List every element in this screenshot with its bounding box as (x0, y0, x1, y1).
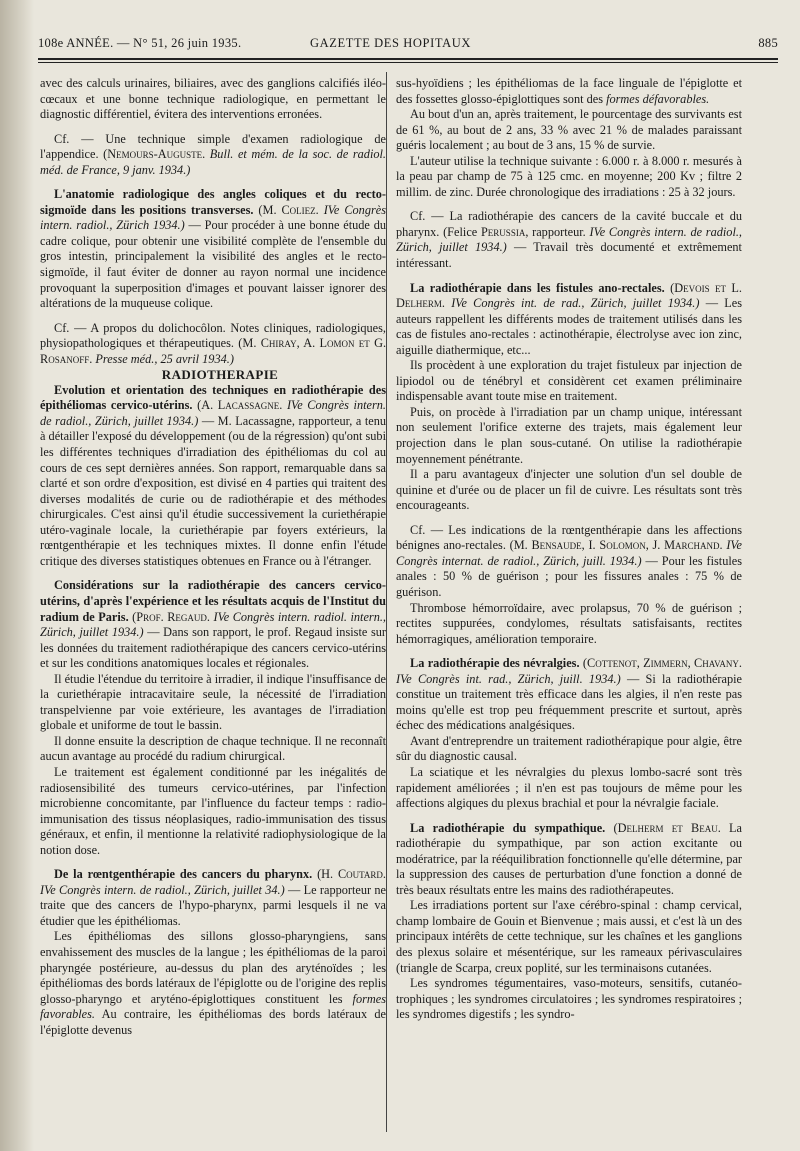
paragraph: Le traitement est également conditionné par les inégalités de radiosensibilité des tumeurs cervico-utérines, par l'infection microbienne concomitante, par l'influence du facteur temps : radio-immunisation des tissus néoplasiques, radio-immunisation des tissus généraux, et enfin, il mentionne la relativité radiophysiologique de la notion dose. (40, 764, 386, 857)
paragraph: Cf. — La radiothérapie des cancers de la cavité buccale et du pharynx. (Felice Perussia, rapporteur. IVe Congrès intern. de radiol., Zürich, juillet 1934.) — Travail très documenté et extrêmement intéressant. (396, 209, 743, 271)
citation: IVe Congrès intern. de radiol., Zürich, juillet 34.) (40, 882, 285, 897)
page-spine-shadow (0, 0, 34, 1151)
article-title: De la rœntgenthérapie des cancers du pharynx. (54, 867, 313, 882)
article-abstract: Considérations sur la radiothérapie des cancers cervico-utérins, d'après l'expérience et les résultats acquis de l'Institut du radium de Paris. (Prof. Regaud. IVe Congrès intern. radiol. intern., Zürich, juillet 1934.) — Dans son rapport, le prof. Regaud insiste sur les données du traitement radiothérapique des cancers cervico-utérins et sur les conditions anatomiques locales et régionales. (40, 578, 386, 671)
author: (H. Coutard. (317, 867, 387, 882)
author: (Nemours-Auguste. (103, 147, 206, 162)
article-title: La radiothérapie du sympathique. (410, 820, 606, 835)
author: Perussia, (480, 224, 529, 239)
paragraph: Puis, on procède à l'irradiation par un champ unique, intéressant non seulement l'orifice externe des trajets, mais également leur projection dans le plan sous-cutané. On utilise la radiothérapie moyennement pénétrante. (396, 404, 742, 466)
header-rule-thin (38, 62, 778, 63)
paragraph: Cf. — Les indications de la rœntgenthérapie dans les affections bénignes ano-rectales. (M. Bensaude, I. Solomon, J. Marchand. IVe Congrès internat. de radiol., Zürich, juill. 1934.) — Pour les fistules anales : 50 % de guérison ; pour les fissures anales : 75 % de guérison. (396, 522, 743, 599)
citation: IVe Congrès intern. radiol. intern., Zürich, juillet 1934.) (40, 609, 386, 640)
paragraph: Avant d'entreprendre un traitement radiothérapique pour algie, être sûr du diagnostic causal. (396, 733, 742, 764)
paragraph: Thrombose hémorroïdaire, avec prolapsus, 70 % de guérison ; rectites suppurées, condylomes, résultats satisfaisants, rectites hémorragiques, amélioration temporaire. (396, 600, 742, 646)
article-abstract: La radiothérapie du sympathique. (Delherm et Beau. La radiothérapie du sympathique, par son action excitante ou modératrice, par la rééquilibration fonctionnelle qu'elle détermine, par la suppression des causes de perturbation d'une fonction a donné de très beaux résultats entre les mains des radiothérapeutes. (396, 820, 743, 897)
header-rule-thick (38, 58, 778, 60)
paragraph: La sciatique et les névralgies du plexus lombo-sacré sont très rapidement améliorées ; il n'en est pas toujours de même pour les affections algiques du plexus brachial et pour la névralgie faciale. (396, 764, 742, 811)
article-title: La radiothérapie des névralgies. (410, 656, 580, 671)
paragraph: Il a paru avantageux d'injecter une solution d'un sel double de quinine et d'urée ou de placer un fil de cuivre. Les résultats sont très encourageants. (396, 467, 742, 513)
article-title: L'anatomie radiologique des angles coliques et du recto-sigmoïde dans les positions transverses. (40, 187, 386, 217)
paragraph: L'auteur utilise la technique suivante : 6.000 r. à 8.000 r. mesurés à la peau par champ de 75 à 125 cmc. en moyenne; 200 Kv ; filtre 2 millim. de zinc. Durée chronologique des irradiations : 25 à 32 jours. (396, 153, 742, 199)
author: Chiray, A. Lomon et G. Rosanoff. (40, 336, 387, 366)
citation: IVe Congrès intern. de radiol., Zürich, juillet 1934.) (396, 224, 743, 255)
cf-label: Cf. (410, 522, 426, 537)
citation: Bull. et mém. de la soc. de radiol. méd. de France, 9 janv. 1934.) (40, 147, 387, 177)
cf-label: Cf. (54, 131, 70, 146)
citation: IVe Congrès intern. radiol., Zürich 1934.) (40, 202, 387, 233)
article-title: La radiothérapie dans les fistules ano-rectales. (410, 280, 665, 295)
article-title: Considérations sur la radiothérapie des cancers cervico-utérins, d'après l'expérience et les résultats acquis de l'Institut du radium de Paris. (40, 578, 386, 624)
paragraph: Les irradiations portent sur l'axe cérébro-spinal : champ cervical, champ lombaire de Gouin et Bienvenue ; mais aussi, et c'est là un des principaux intérêts de cette technique, sur les chaînes et les ganglions des plexus solaire et mésentérique, sur les rameaux périvasculaires (triangle de Scarpa, creux poplité, sur les terminaisons cutanées. (396, 898, 742, 975)
journal-title: GAZETTE DES HOPITAUX (310, 36, 471, 50)
article-abstract: Evolution et orientation des techniques en radiothérapie des épithéliomas cervico-utérins. (A. Lacassagne. IVe Congrès intern. de radiol., Zürich, juillet 1934.) — M. Lacassagne, rapporteur, a tenu à détailler l'exposé du développement (ou de la régression) qu'ont subi les différentes techniques d'irradiation des épithéliomas du col au cours de ces sept dernières années. Son rapport, remarquable dans sa clarté et son ordre d'exposition, est divisé en 4 parties qui traitent des diverses modalités de curie ou de radiothérapie et des méthodes chirurgicales. C'est ainsi qu'il étudie successivement la curiethérapie utéro-vaginale locale, la curiethérapie par foyers extérieurs, la rœntgenthérapie et les techniques mixtes. Il donne enfin l'étude critique des diverses statistiques obtenues en France ou à l'étranger. (40, 382, 387, 568)
article-abstract: L'anatomie radiologique des angles coliques et du recto-sigmoïde dans les positions transverses. (M. Coliez. IVe Congrès intern. radiol., Zürich 1934.) — Pour procéder à une bonne étude du cadre colique, pour obtenir une visibilité complète de l'ensemble du gros intestin, principalement la visibilité des angles et le recto-sigmoïde, il faut éviter de donner au rayon normal une incidence provoquant la superposition d'images et pouvant laisser ignorer des altérations de la muqueuse colique. (40, 187, 387, 311)
citation: IVe Congrès intern. de radiol., Zürich, juillet 1934.) (40, 398, 386, 428)
page-number: 885 (758, 36, 778, 50)
author: (Prof. Regaud. (132, 609, 210, 624)
article-abstract: La radiothérapie des névralgies. (Cottenot, Zimmern, Chavany. IVe Congrès int. rad., Zürich, juill. 1934.) — Si la radiothérapie constitue un traitement très efficace dans les algies, il n'en reste pas moins qu'elle est trop peu fréquemment prescrite et surtout, après échec des médications analgésiques. (396, 656, 743, 733)
paragraph: Au bout d'un an, après traitement, le pourcentage des survivants est de 61 %, au bout de 2 ans, 33 % avec 21 % de malades paraissant guéris localement ; au bout de 3 ans, 15 % de survie. (396, 107, 742, 153)
paragraph: Cf. — Une technique simple d'examen radiologique de l'appendice. (Nemours-Auguste. Bull. et mém. de la soc. de radiol. méd. de France, 9 janv. 1934.) (40, 131, 387, 177)
column-divider (386, 72, 387, 1132)
cf-label: Cf. (410, 209, 426, 224)
citation: IVe Congrès internat. de radiol., Zürich, juill. 1934.) (396, 538, 743, 568)
author: Bensaude, I. Solomon, J. Marchand. (531, 538, 723, 553)
paragraph: Ils procèdent à une exploration du trajet fistuleux par injection de lipiodol ou de ténébryl et considèrent cet examen préliminaire indispensable avant toute mise en traitement. (396, 358, 742, 404)
right-column (396, 76, 742, 1023)
author: (M. Coliez. (258, 202, 319, 217)
author: (Cottenot, Zimmern, Chavany. (582, 656, 742, 671)
left-column (40, 76, 386, 1038)
issue-info: 108e ANNÉE. — N° 51, 26 juin 1935. (38, 36, 242, 50)
article-abstract: De la rœntgenthérapie des cancers du pharynx. (H. Coutard. IVe Congrès intern. de radiol., Zürich, juillet 34.) — Le rapporteur ne traite que des cancers de l'hypo-pharynx, parmi lesquels il ne va étudier que les épithéliomas. (40, 867, 387, 928)
paragraph: Les syndromes tégumentaires, vaso-moteurs, sensitifs, cutanéo-trophiques ; les syndromes circulatoires ; les syndromes respiratoires ; les syndromes digestifs ; les syndro- (396, 976, 742, 1022)
paragraph: Il donne ensuite la description de chaque technique. Il ne reconnaît aucun avantage au procédé du radium chirurgical. (40, 733, 386, 764)
author: (Delherm et Beau. (613, 820, 721, 835)
author: (Devois et L. Delherm. (396, 280, 742, 311)
paragraph: avec des calculs urinaires, biliaires, avec des ganglions calcifiés iléo-cœcaux et une bonne technique radiologique, en permettant le diagnostic différentiel, évitera des interventions erronées. (40, 76, 386, 122)
citation: IVe Congrès int. de rad., Zürich, juillet 1934.) (451, 296, 700, 311)
paragraph: Il étudie l'étendue du territoire à irradier, il indique l'insuffisance de la curiethérapie intracavitaire seule, la nécessité de l'irradiation transpelvienne par voie extérieure, les avantages de l'irradiation globale et uniforme de tout le bassin. (40, 671, 386, 733)
cf-label: Cf. (54, 320, 70, 335)
citation: Presse méd., 25 avril 1934.) (95, 351, 234, 366)
article-title: Evolution et orientation des techniques en radiothérapie des épithéliomas cervico-utérins. (40, 382, 386, 413)
section-heading: RADIOTHERAPIE (161, 367, 279, 383)
article-abstract: La radiothérapie dans les fistules ano-rectales. (Devois et L. Delherm. IVe Congrès int. de rad., Zürich, juillet 1934.) — Les auteurs rappellent les différents modes de traitement utilisés dans les cas de fistules ano-rectales : actinothérapie, électrolyse avec ion zinc, aiguille diathermique, etc... (396, 280, 742, 357)
page-header (38, 36, 778, 56)
paragraph: sus-hyoïdiens ; les épithéliomas de la face linguale de l'épiglotte et des fossettes glosso-épiglottiques sont des formes défavorables. (396, 76, 742, 106)
paragraph: Les épithéliomas des sillons glosso-pharyngiens, sans envahissement des muscles de la langue ; les épithéliomas de la paroi pharyngée postérieure, au-dessus du plan des aryténoïdes ; les épithéliomas des bords latéraux de l'épiglotte ou de l'origine des replis glosso-pharyngo et aryténo-épiglottiques constituent les formes favorables. Au contraire, les épithéliomas des bords latéraux de l'épiglotte devenus (40, 929, 387, 1037)
citation: IVe Congrès int. rad., Zürich, juill. 1934.) (396, 671, 621, 686)
paragraph: Cf. — A propos du dolichocôlon. Notes cliniques, radiologiques, physiopathologiques et thérapeutiques. (M. Chiray, A. Lomon et G. Rosanoff. Presse méd., 25 avril 1934.) (40, 320, 387, 366)
author: (A. Lacassagne. (197, 398, 283, 413)
